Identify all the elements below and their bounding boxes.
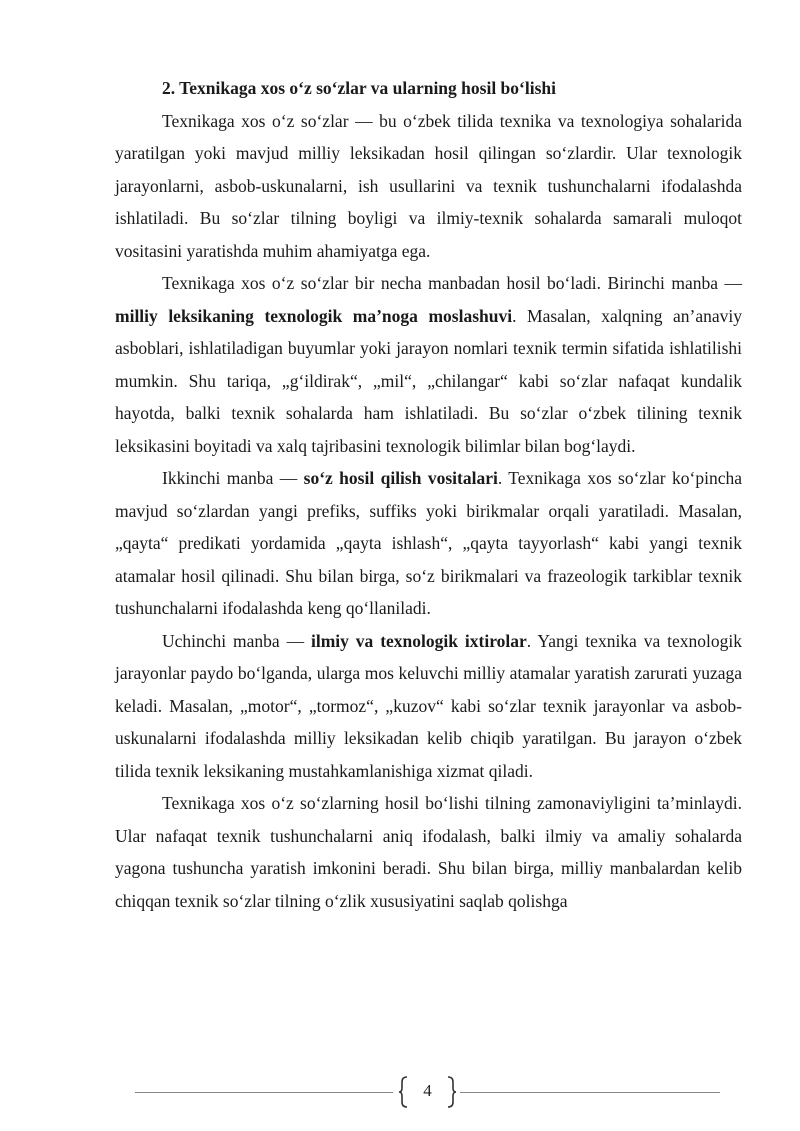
paragraph-3 xyxy=(115,462,742,625)
paragraph-3-text-start: Ikkinchi manba — xyxy=(162,468,304,488)
page-footer xyxy=(135,1076,720,1110)
paragraph-4-text-end: . Yangi texnika va texnologik jarayonlar paydo bo‘lganda, ularga mos keluvchi milliy atamalar yaratish zarurati yuzaga keladi. Masalan, „motor“, „tormoz“, „kuzov“ kabi so‘zlar texnik jarayonlar va asbob-uskunalarni ifodalashda milliy leksikadan kelib chiqib yaratilgan. Bu jarayon o‘zbek tilida texnik leksikaning mustahkamlanishiga xizmat qiladi. xyxy=(115,630,742,781)
page-content xyxy=(115,72,742,917)
paragraph-4-emphasis: ilmiy va texnologik ixtirolar xyxy=(311,630,527,651)
paragraph-4 xyxy=(115,625,742,788)
footer-rule-left xyxy=(135,1092,393,1093)
paragraph-2 xyxy=(115,267,742,462)
paragraph-2-emphasis: milliy leksikaning texnologik ma’noga moslashuvi xyxy=(115,305,513,326)
paragraph-2-text-start: Texnikaga xos o‘z so‘zlar bir necha manbadan hosil bo‘ladi. Birinchi manba — xyxy=(162,273,742,293)
right-brace-ornament xyxy=(444,1076,458,1108)
paragraph-5: Texnikaga xos o‘z so‘zlarning hosil bo‘lishi tilning zamonaviyligini ta’minlaydi. Ular nafaqat texnik tushunchalarni aniq ifodalash, balki ilmiy va amaliy sohalarda yagona tushuncha yaratish imkonini beradi. Shu bilan birga, milliy manbalardan kelib chiqqan texnik so‘zlar tilning o‘zlik xususiyatini saqlab qolishga xyxy=(115,793,742,911)
section-heading: 2. Texnikaga xos o‘z so‘zlar va ularning hosil bo‘lishi xyxy=(162,78,556,98)
paragraph-3-text-end: . Texnikaga xos so‘zlar ko‘pincha mavjud so‘zlardan yangi prefiks, suffiks yoki birikmalar orqali yaratiladi. Masalan, „qayta“ predikati yordamida „qayta ishlash“, „qayta tayyorlash“ kabi yangi texnik atamalar hosil qilinadi. Shu bilan birga, so‘z birikmalari va frazeologik tarkiblar texnik tushunchalarni ifodalashda keng qo‘llaniladi. xyxy=(115,468,742,618)
paragraph-1: Texnikaga xos o‘z so‘zlar — bu o‘zbek tilida texnika va texnologiya sohalarida yaratilgan yoki mavjud milliy leksikadan hosil qilingan so‘zlardir. Ular texnologik jarayonlarni, asbob-uskunalarni, ish usullarini va texnik tushunchalarni ifodalashda ishlatiladi. Bu so‘zlar tilning boyligi va ilmiy-texnik sohalarda samarali muloqot vositasini yaratishda muhim ahamiyatga ega. xyxy=(115,110,742,261)
paragraph-3-emphasis: so‘z hosil qilish vositalari xyxy=(303,468,498,488)
page-number: 4 xyxy=(423,1081,432,1100)
paragraph-4-text-start: Uchinchi manba — xyxy=(162,630,311,651)
paragraph-2-text-end: . Masalan, xalqning an’anaviy asboblari, ishlatiladigan buyumlar yoki jarayon nomlari texnik termin sifatida ishlatilishi mumkin. Shu tariqa, „g‘ildirak“, „mil“, „chilangar“ kabi so‘zlar nafaqat kundalik hayotda, balki texnik sohalarda ham ishlatiladi. Bu so‘zlar o‘zbek tilining texnik leksikasini boyitadi va xalq tajribasini texnologik bilimlar bilan bog‘laydi. xyxy=(115,305,742,456)
left-brace-ornament xyxy=(397,1076,411,1108)
footer-rule-right xyxy=(460,1092,720,1093)
